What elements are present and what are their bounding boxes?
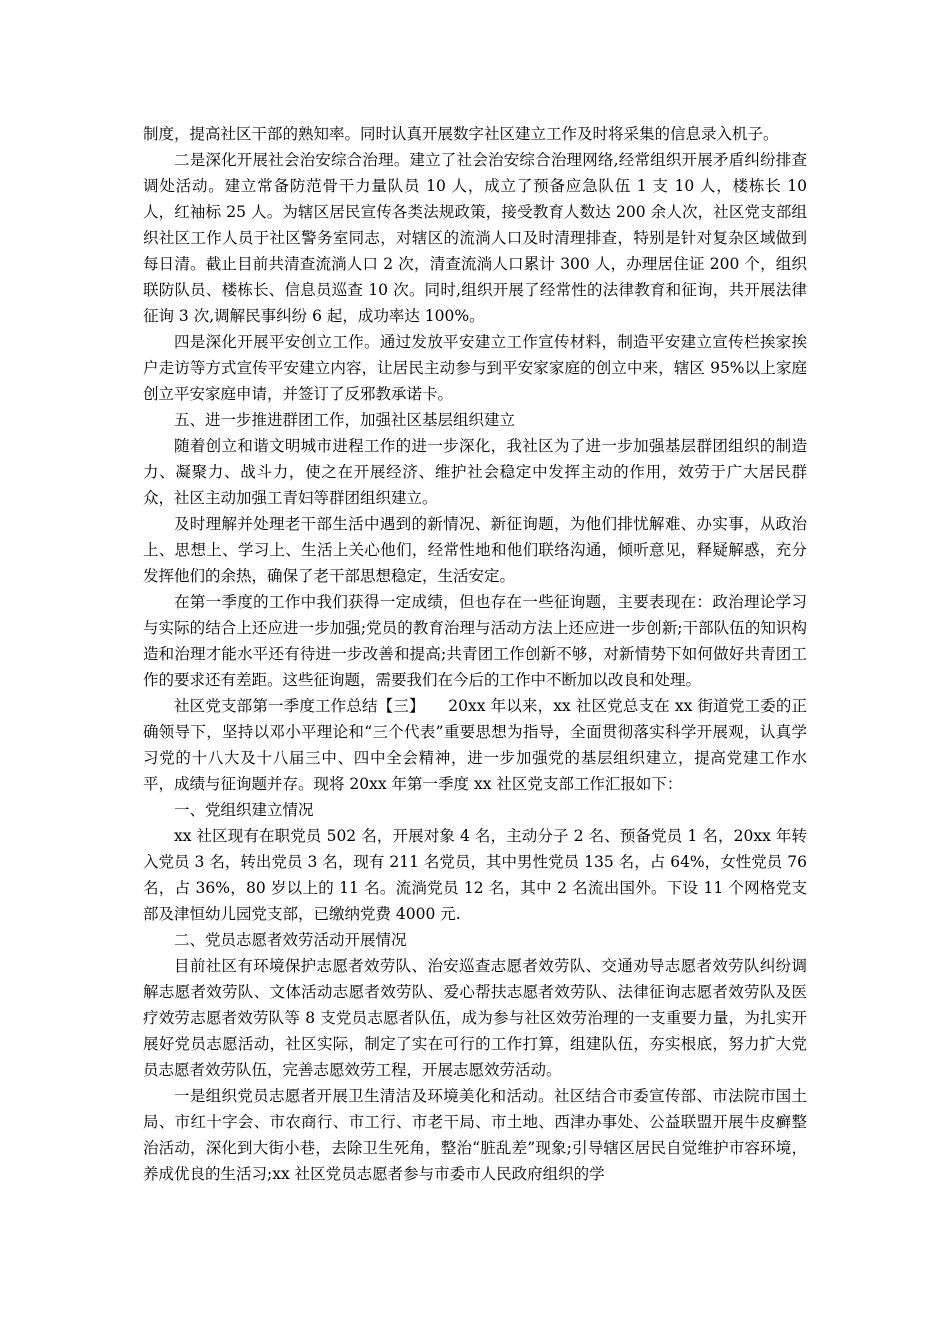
paragraph-problems: 在第一季度的工作中我们获得一定成绩，但也存在一些征询题，主要表现在：政治理论学习与实际的结合上还应进一步加强;党员的教育治理与活动方法上还应进一步创新;干部队伍的知识构造和治理才能水平还有待进一步改善和提高;共青团工作创新不够，对新情势下如何做好共青团工作的要求还有差距。这些征询题，需要我们在今后的工作中不断加以改良和处理。 xyxy=(143,593,807,689)
paragraph-summary-three-intro: 社区党支部第一季度工作总结【三】 20xx 年以来，xx 社区党总支在 xx 街道党工委的正确领导下，坚持以邓小平理论和“三个代表”重要思想为指导，全面贯彻落实科学开展观，认真学习党的十八大及十八届三中、四中全会精神，进一步加强党的基层组织建立，提高党建工作水平，成绩与征询题并存。现将 20xx 年第一季度 xx 社区党支部工作汇报如下： xyxy=(143,697,807,793)
paragraph-continuation: 制度，提高社区干部的熟知率。同时认真开展数字社区建立工作及时将采集的信息录入机子。 xyxy=(143,125,779,143)
section-heading-mass-groups: 五、进一步推进群团工作，加强社区基层组织建立 xyxy=(174,411,516,429)
paragraph-public-security: 二是深化开展社会治安综合治理。建立了社会治安综合治理网络,经常组织开展矛盾纠纷排查调处活动。建立常备防范骨干力量队员 10 人，成立了预备应急队伍 1 支 10 人，楼栋长 10 人，红袖标 25 人。为辖区居民宣传各类法规政策，接受教育人数达 200 余人次，社区党支部组织社区工作人员于社区警务室同志，对辖区的流淌人口及时清理排查，特别是针对复杂区域做到每日清。截止目前共清查流淌人口 2 次，清查流淌人口累计 300 人，办理居住证 200 个，组织联防队员、楼栋长、信息员巡查 10 次。同时,组织开展了经常性的法律教育和征询，共开展法律征询 3 次,调解民事纠纷 6 起，成功率达 100%。 xyxy=(143,151,807,325)
paragraph-safety-creation: 四是深化开展平安创立工作。通过发放平安建立工作宣传材料，制造平安建立宣传栏挨家挨户走访等方式宣传平安建立内容，让居民主动参与到平安家家庭的创立中来，辖区 95%以上家庭创立平安家庭申请，并签订了反邪教承诺卡。 xyxy=(143,333,807,403)
paragraph-party-members: xx 社区现有在职党员 502 名，开展对象 4 名，主动分子 2 名、预备党员 1 名，20xx 年转入党员 3 名，转出党员 3 名，现有 211 名党员，其中男性党员 135 名，占 64%，女性党员 76 名，占 36%，80 岁以上的 11 名。流淌党员 12 名，其中 2 名流出国外。下设 11 个网格党支部及津恒幼儿园党支部，已缴纳党费 4000 元. xyxy=(143,827,807,923)
document-page xyxy=(143,121,807,1187)
paragraph-mass-groups: 随着创立和谐文明城市进程工作的进一步深化，我社区为了进一步加强基层群团组织的制造力、凝聚力、战斗力，使之在开展经济、维护社会稳定中发挥主动的作用，效劳于广大居民群众，社区主动加强工青妇等群团组织建立。 xyxy=(143,437,807,507)
paragraph-sanitation-activities: 一是组织党员志愿者开展卫生清洁及环境美化和活动。社区结合市委宣传部、市法院市国土局、市红十字会、市农商行、市工行、市老干局、市土地、西津办事处、公益联盟开展牛皮癣整治活动，深化到大街小巷，去除卫生死角，整治“脏乱差”现象;引导辖区居民自觉维护市容环境，养成优良的生活习;xx 社区党员志愿者参与市委市人民政府组织的学 xyxy=(143,1087,807,1183)
paragraph-volunteer-teams: 目前社区有环境保护志愿者效劳队、治安巡查志愿者效劳队、交通劝导志愿者效劳队纠纷调解志愿者效劳队、文体活动志愿者效劳队、爱心帮扶志愿者效劳队、法律征询志愿者效劳队及医疗效劳志愿者效劳队等 8 支党员志愿者队伍，成为参与社区效劳治理的一支重要力量，为扎实开展好党员志愿活动，社区实际，制定了实在可行的工作打算，组建队伍，夯实根底，努力扩大党员志愿者效劳队伍，完善志愿效劳工程，开展志愿效劳活动。 xyxy=(143,957,807,1079)
section-heading-volunteer-service: 二、党员志愿者效劳活动开展情况 xyxy=(174,931,407,949)
section-heading-party-organization: 一、党组织建立情况 xyxy=(174,801,314,819)
paragraph-veteran-cadres: 及时理解并处理老干部生活中遇到的新情况、新征询题，为他们排忧解难、办实事，从政治上、思想上、学习上、生活上关心他们，经常性地和他们联络沟通，倾听意见，释疑解惑，充分发挥他们的余热，确保了老干部思想稳定，生活安定。 xyxy=(143,515,807,585)
